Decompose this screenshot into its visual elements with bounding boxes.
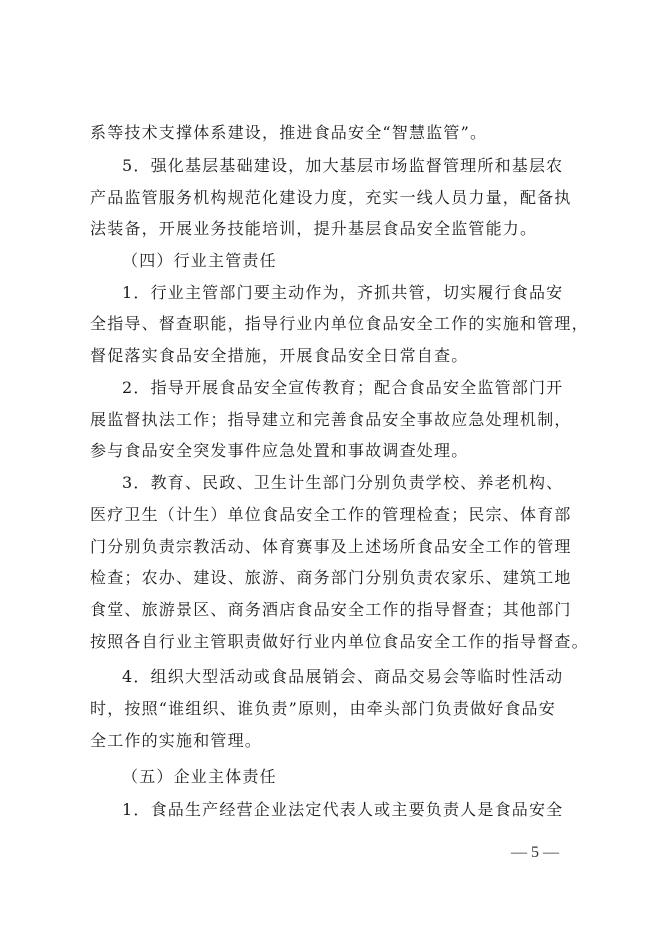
paragraph-line: 全工作的实施和管理。: [90, 731, 263, 750]
paragraph-line: 门分别负责宗教活动、体育赛事及上述场所食品安全工作的管理: [90, 537, 572, 556]
paragraph-line: 食堂、旅游景区、商务酒店食品安全工作的指导督查；其他部门: [90, 600, 572, 619]
paragraph-line: 3．教育、民政、卫生计生部门分别负责学校、养老机构、: [122, 473, 564, 492]
paragraph-line: 4．组织大型活动或食品展销会、商品交易会等临时性活动: [122, 667, 564, 686]
paragraph-line: 时，按照“谁组织、谁负责”原则，由牵头部门负责做好食品安: [90, 699, 556, 718]
paragraph-line: 产品监管服务机构规范化建设力度，充实一线人员力量，配备执: [90, 188, 572, 207]
paragraph-line: 5．强化基层基础建设，加大基层市场监督管理所和基层农: [122, 156, 564, 175]
section-heading: （四）行业主管责任: [122, 251, 277, 270]
section-heading: （五）企业主体责任: [122, 767, 277, 786]
paragraph-line: 系等技术支撑体系建设，推进食品安全“智慧监管”。: [90, 123, 488, 142]
paragraph-line: 全指导、督查职能，指导行业内单位食品安全工作的实施和管理，: [90, 314, 589, 333]
paragraph-line: 参与食品安全突发事件应急处置和事故调查处理。: [90, 441, 469, 460]
paragraph-line: 按照各自行业主管职责做好行业内单位食品安全工作的指导督查。: [90, 632, 589, 651]
paragraph-line: 1．食品生产经营企业法定代表人或主要负责人是食品安全: [122, 800, 564, 819]
paragraph-line: 检查；农办、建设、旅游、商务部门分别负责农家乐、建筑工地: [90, 568, 572, 587]
paragraph-line: 医疗卫生（计生）单位食品安全工作的管理检查；民宗、体育部: [90, 505, 572, 524]
paragraph-line: 督促落实食品安全措施，开展食品安全日常自查。: [90, 346, 469, 365]
paragraph-line: 1．行业主管部门要主动作为，齐抓共管，切实履行食品安: [122, 283, 564, 302]
paragraph-line: 法装备，开展业务技能培训，提升基层食品安全监管能力。: [90, 219, 538, 238]
paragraph-line: 2．指导开展食品安全宣传教育；配合食品安全监管部门开: [122, 378, 564, 397]
paragraph-line: 展监督执法工作；指导建立和完善食品安全事故应急处理机制，: [90, 410, 572, 429]
page-number: — 5 —: [511, 844, 559, 861]
